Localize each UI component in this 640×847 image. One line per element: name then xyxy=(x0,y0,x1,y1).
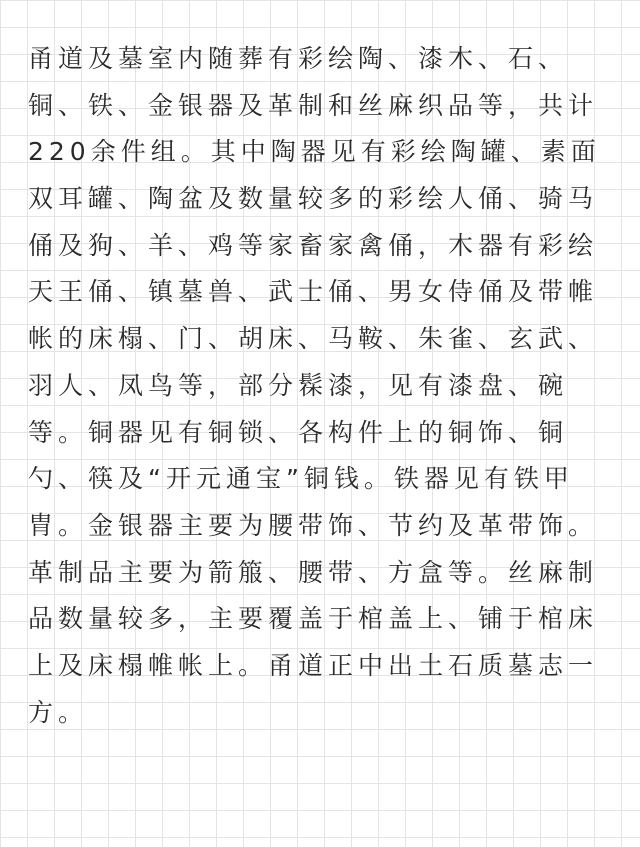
text-line: 上及床榻帷帐上。甬道正中出土石质墓志一 xyxy=(28,650,599,680)
text-line: 品数量较多，主要覆盖于棺盖上、铺于棺床 xyxy=(28,604,599,634)
text-line: 革制品主要为箭箙、腰带、方盒等。丝麻制 xyxy=(28,557,599,587)
text-line: 方。 xyxy=(28,697,89,727)
text-line: 铜、铁、金银器及革制和丝麻织品等，共计 xyxy=(28,90,599,120)
text-line: 甬道及墓室内随葬有彩绘陶、漆木、石、 xyxy=(28,44,569,73)
text-line: 胄。金银器主要为腰带饰、节约及革带饰。 xyxy=(28,510,599,540)
article-text xyxy=(28,36,612,736)
text-line: 双耳罐、陶盆及数量较多的彩绘人俑、骑马 xyxy=(28,184,599,214)
text-line: 等。铜器见有铜锁、各构件上的铜饰、铜 xyxy=(28,417,569,447)
text-line: 俑及狗、羊、鸡等家畜家禽俑，木器有彩绘 xyxy=(28,230,599,260)
text-line: 羽人、凤鸟等，部分髹漆，见有漆盘、碗 xyxy=(28,370,569,400)
text-line: 220余件组。其中陶器见有彩绘陶罐、素面 xyxy=(28,137,601,167)
text-line: 天王俑、镇墓兽、武士俑、男女侍俑及带帷 xyxy=(28,277,599,307)
text-line: 帐的床榻、门、胡床、马鞍、朱雀、玄武、 xyxy=(28,324,599,354)
text-line: 勺、筷及“开元通宝”铜钱。铁器见有铁甲 xyxy=(28,464,574,494)
